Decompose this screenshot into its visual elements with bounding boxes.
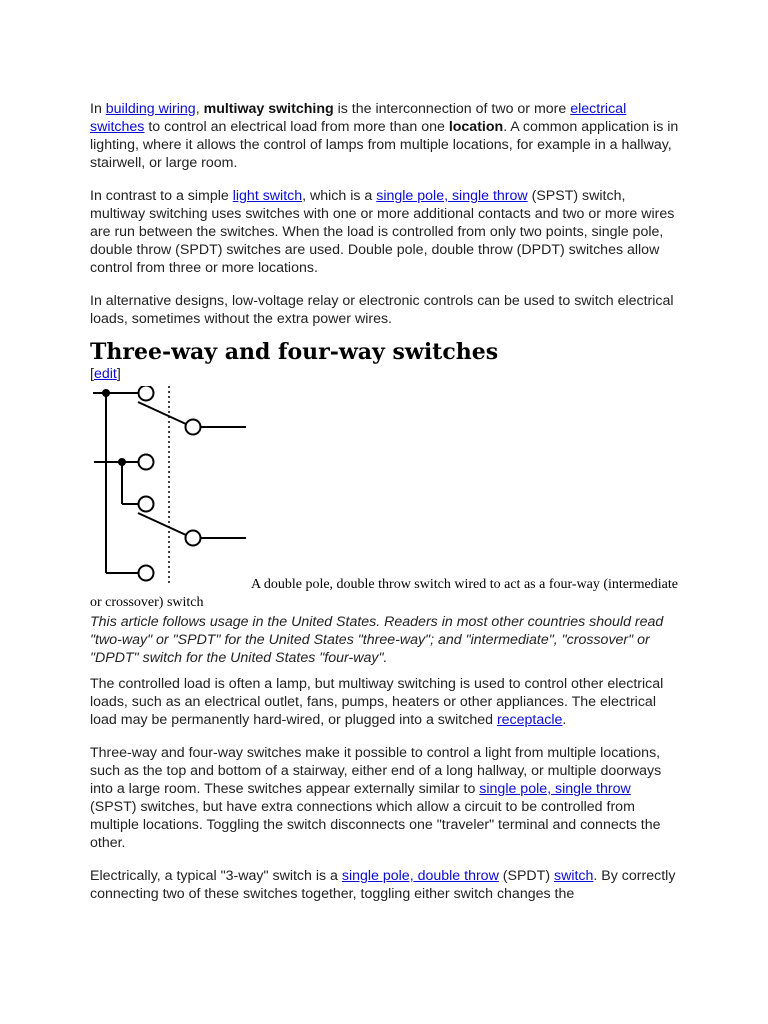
hatnote: This article follows usage in the United States. Readers in most other countries should read "two-way" or "SPDT" for the United States "three-way"; and "intermediate", "crossover" or "DPDT" switch for the United States "four-way". bbox=[90, 614, 664, 666]
link-single-pole-single-throw[interactable]: single pole, single throw bbox=[376, 188, 528, 204]
controlled-load-paragraph bbox=[90, 675, 680, 729]
electrically-paragraph bbox=[90, 867, 680, 903]
alternative-designs-paragraph: In alternative designs, low-voltage relay or electronic controls can be used to switch electrical loads, sometimes without the extra power wires. bbox=[90, 293, 674, 327]
diagram-switch-blade bbox=[138, 513, 186, 535]
text-run: . A common application is in lighting, where it allows the control of lamps from multiple locations, for example in a hallway, stairwell, or large room. bbox=[90, 119, 679, 171]
link-building-wiring[interactable]: building wiring bbox=[105, 101, 196, 117]
text-run: (SPST) switch, multiway switching uses switches with one or more additional contacts and two or more wires are run between the switches. When the load is controlled from only two points, single pole, double throw (SPDT) switches are used. Double pole, double throw (DPDT) switches allow control from three or more locations. bbox=[90, 188, 675, 276]
intro-paragraph bbox=[90, 100, 680, 172]
term-location: location bbox=[448, 119, 504, 135]
caption-text: A double pole, double throw switch wired to act as a four-way (intermediate or crossover) switch bbox=[90, 577, 678, 610]
link-single-pole-single-throw-2[interactable]: single pole, single throw bbox=[479, 781, 631, 797]
text-run: , which is a bbox=[302, 188, 377, 204]
link-light-switch[interactable]: light switch bbox=[232, 188, 303, 204]
diagram-terminal bbox=[186, 420, 201, 435]
section-heading: Three-way and four-way switches bbox=[90, 339, 499, 365]
text-run: Three-way and four-way switches make it possible to control a light from multiple locations, such as the top and bottom of a stairway, either end of a long hallway, or multiple doorways into a large room. These switches appear externally similar to bbox=[90, 745, 662, 797]
diagram-switch-blade bbox=[138, 402, 186, 424]
edit-link[interactable]: edit bbox=[93, 366, 117, 382]
text-run: (SPDT) bbox=[498, 868, 554, 884]
text-run: Electrically, a typical "3-way" switch is a bbox=[90, 868, 342, 884]
diagram-terminal bbox=[186, 531, 201, 546]
link-switch[interactable]: switch bbox=[554, 868, 594, 884]
text-run: , bbox=[195, 101, 204, 117]
text-run: . bbox=[562, 712, 567, 728]
edit-section bbox=[90, 365, 680, 383]
link-receptacle[interactable]: receptacle bbox=[496, 712, 563, 728]
text-run: In bbox=[90, 101, 106, 117]
diagram-junction bbox=[102, 389, 110, 397]
text-run: The controlled load is often a lamp, but multiway switching is used to control other electrical loads, such as an electrical outlet, fans, pumps, heaters or other appliances. The electrical load may be permanently hard-wired, or plugged into a switched bbox=[90, 676, 664, 728]
term-multiway-switching: multiway switching bbox=[203, 101, 334, 117]
link-single-pole-double-throw[interactable]: single pole, double throw bbox=[341, 868, 499, 884]
edit-bracket-open: [ bbox=[90, 366, 94, 382]
diagram-terminal bbox=[139, 386, 154, 401]
dpdt-switch-diagram bbox=[90, 386, 250, 586]
diagram-terminal bbox=[139, 455, 154, 470]
article-body bbox=[90, 100, 680, 918]
three-four-way-paragraph bbox=[90, 744, 680, 852]
link-electrical-switches[interactable]: electrical switches bbox=[90, 101, 627, 135]
diagram-junction bbox=[118, 458, 126, 466]
figure bbox=[90, 386, 680, 586]
edit-bracket-close: ] bbox=[116, 366, 121, 382]
text-run: (SPST) switches, but have extra connections which allow a circuit to be controlled from multiple locations. Toggling the switch disconnects one "traveler" terminal and connects the other. bbox=[90, 799, 661, 851]
text-run: . By correctly connecting two of these switches together, toggling either switch changes the bbox=[90, 868, 676, 902]
contrast-paragraph bbox=[90, 187, 680, 277]
text-run: In contrast to a simple bbox=[90, 188, 233, 204]
diagram-terminal bbox=[139, 566, 154, 581]
diagram-terminal bbox=[139, 497, 154, 512]
text-run: to control an electrical load from more than one bbox=[144, 119, 449, 135]
text-run: is the interconnection of two or more bbox=[333, 101, 571, 117]
